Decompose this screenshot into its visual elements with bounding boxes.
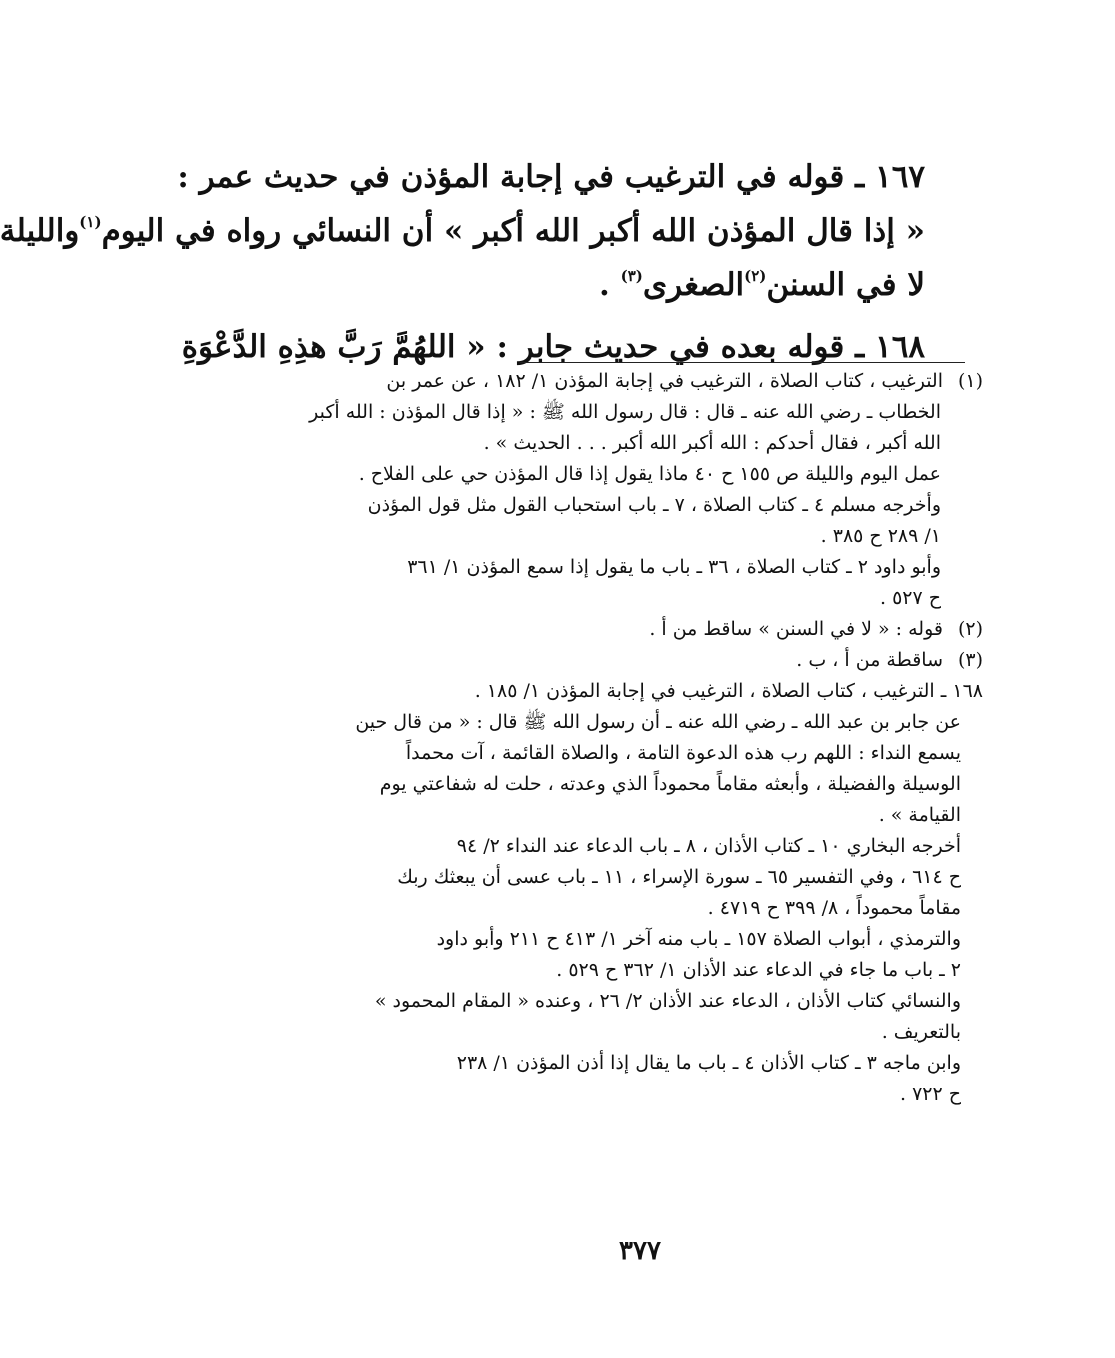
footnote-3-text: ساقطة من أ ، ب . — [796, 649, 943, 671]
footnote-1-line-7: وأبو داود ٢ ـ كتاب الصلاة ، ٣٦ ـ باب ما يقول إذا سمع المؤذن ١/ ٣٦١ — [407, 556, 941, 578]
footnote-168-line-4: الوسيلة والفضيلة ، وأبعثه مقاماً محموداً الذي وعدته ، حلت له شفاعتي يوم — [379, 773, 961, 795]
entry-167-line-3-text: لا في السنن — [766, 267, 925, 303]
footnote-168-line-2: عن جابر بن عبد الله ـ رضي الله عنه ـ أن رسول الله ﷺ قال : « من قال حين — [355, 711, 961, 733]
entry-167-line-3 — [285, 258, 925, 312]
footnote-1-line-5: وأخرجه مسلم ٤ ـ كتاب الصلاة ، ٧ ـ باب استحباب القول مثل قول المؤذن — [367, 494, 941, 516]
footnote-168-line-8: مقاماً محموداً ، ٨/ ٣٩٩ ح ٤٧١٩ . — [707, 897, 961, 919]
footnote-168 — [283, 676, 983, 1110]
footnote-168-line-11: والنسائي كتاب الأذان ، الدعاء عند الأذان ٢/ ٢٦ ، وعنده « المقام المحمود » — [374, 990, 961, 1012]
footnote-3 — [283, 645, 983, 676]
entry-167 — [0, 150, 925, 312]
footnote-1-line-3: الله أكبر ، فقال أحدكم : الله أكبر الله أكبر . . . الحديث » . — [483, 432, 941, 454]
footnotes — [283, 366, 983, 1110]
footnote-168-line-14: ح ٧٢٢ . — [899, 1083, 961, 1105]
footnote-168-line-10: ٢ ـ باب ما جاء في الدعاء عند الأذان ١/ ٣٦٢ ح ٥٢٩ . — [556, 959, 961, 981]
footnote-168-line-13: وابن ماجه ٣ ـ كتاب الأذان ٤ ـ باب ما يقال إذا أذن المؤذن ١/ ٢٣٨ — [456, 1052, 961, 1074]
footnote-1 — [283, 366, 983, 614]
footnote-1-line-4: عمل اليوم والليلة ص ١٥٥ ح ٤٠ ماذا يقول إذا قال المؤذن حي على الفلاح . — [358, 463, 941, 485]
footnote-1-text: الترغيب ، كتاب الصلاة ، الترغيب في إجابة المؤذن ١/ ١٨٢ ، عن عمر بن — [386, 370, 943, 392]
main-text — [0, 150, 925, 382]
footnote-1-line-6: ١/ ٢٨٩ ح ٣٨٥ . — [820, 525, 941, 547]
page-number: ٣٧٧ — [619, 1236, 661, 1266]
footnote-168-line-1: ١٦٨ ـ الترغيب ، كتاب الصلاة ، الترغيب في إجابة المؤذن ١/ ١٨٥ . — [474, 680, 983, 702]
footnote-ref-3: (٣) — [620, 267, 643, 285]
footnote-2-text: قوله : « لا في السنن » ساقط من أ . — [649, 618, 943, 640]
footnote-separator — [520, 362, 965, 363]
footnote-1-line-8: ح ٥٢٧ . — [879, 587, 941, 609]
footnote-168-line-12: بالتعريف . — [881, 1021, 961, 1043]
footnote-168-line-7: ح ٦١٤ ، وفي التفسير ٦٥ ـ سورة الإسراء ، ١١ ـ باب عسى أن يبعثك ربك — [397, 866, 961, 888]
footnote-1-line-2: الخطاب ـ رضي الله عنه ـ قال : قال رسول الله ﷺ : « إذا قال المؤذن : الله أكبر — [309, 401, 941, 423]
footnote-168-line-6: أخرجه البخاري ١٠ ـ كتاب الأذان ، ٨ ـ باب الدعاء عند النداء ٢/ ٩٤ — [456, 835, 961, 857]
footnote-ref-2: (٢) — [744, 267, 767, 285]
entry-167-line-3-mid: الصغرى — [642, 267, 745, 303]
footnote-168-line-3: يسمع النداء : اللهم رب هذه الدعوة التامة ، والصلاة القائمة ، آت محمداً — [405, 742, 961, 764]
footnote-ref-1: (١) — [79, 213, 102, 231]
footnote-168-line-9: والترمذي ، أبواب الصلاة ١٥٧ ـ باب منه آخر ١/ ٤١٣ ح ٢١١ وأبو داود — [436, 928, 961, 950]
footnote-1-mark: (١) — [957, 370, 983, 392]
footnote-2 — [283, 614, 983, 645]
entry-167-line-1: ١٦٧ ـ قوله في الترغيب في إجابة المؤذن في حديث عمر : — [177, 159, 925, 195]
entry-167-line-2 — [0, 204, 925, 258]
entry-167-line-2-end: والليلة — [0, 213, 80, 249]
entry-168-line-1: ١٦٨ ـ قوله بعده في حديث جابر : « اللهُمَّ رَبَّ هذِهِ الدَّعْوَةِ — [181, 329, 925, 365]
footnote-3-mark: (٣) — [957, 649, 983, 671]
entry-167-line-2-text: « إذا قال المؤذن الله أكبر الله أكبر » أن النسائي رواه في اليوم — [101, 213, 925, 249]
footnote-1-line-1 — [283, 366, 983, 397]
footnote-2-mark: (٢) — [957, 618, 983, 640]
footnote-168-line-5: القيامة » . — [878, 804, 961, 826]
entry-167-line-3-end: . — [598, 267, 621, 303]
